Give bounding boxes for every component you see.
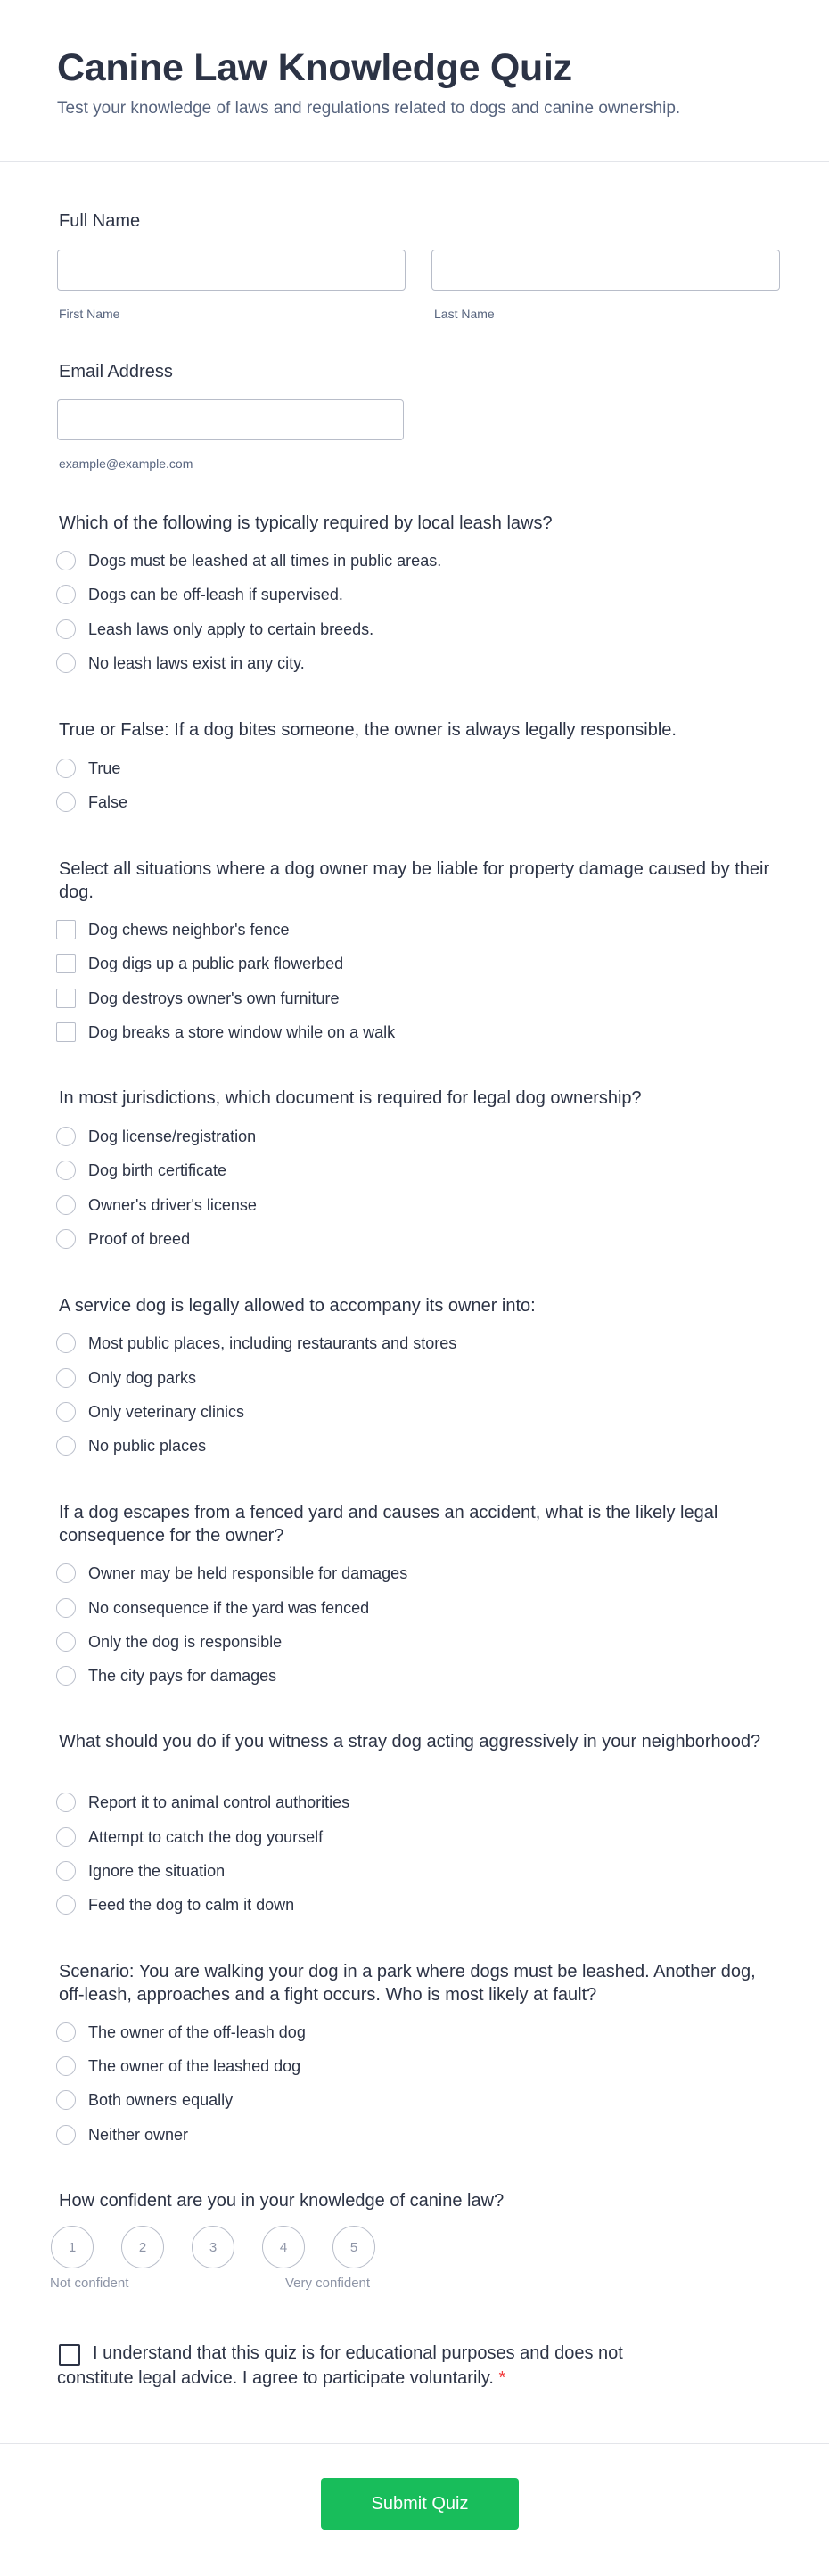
first-name-input[interactable] — [57, 250, 406, 291]
question-1-option-3[interactable]: Leash laws only apply to certain breeds. — [56, 618, 373, 641]
email-label: Email Address — [59, 362, 173, 381]
question-6-option-2[interactable]: No consequence if the yard was fenced — [56, 1596, 369, 1620]
question-4-option-4[interactable]: Proof of breed — [56, 1227, 190, 1251]
email-input[interactable] — [57, 399, 404, 440]
question-3-option-1[interactable]: Dog chews neighbor's fence — [56, 918, 290, 941]
radio-button[interactable] — [56, 1563, 76, 1583]
footer-divider — [0, 2443, 829, 2444]
radio-button[interactable] — [56, 1368, 76, 1388]
question-3-option-2[interactable]: Dog digs up a public park flowerbed — [56, 952, 343, 975]
scale-option-3[interactable]: 3 — [192, 2226, 234, 2268]
radio-button[interactable] — [56, 1895, 76, 1915]
question-5-option-4[interactable]: No public places — [56, 1434, 206, 1457]
question-8: Scenario: You are walking your dog in a park where dogs must be leashed. Another dog, off-leash, approaches and a fight occurs. Who is most likely at fault? — [59, 1962, 756, 2005]
scale-low-label: Not confident — [50, 2276, 129, 2291]
question-5-option-2[interactable]: Only dog parks — [56, 1366, 196, 1390]
question-8-option-4[interactable]: Neither owner — [56, 2123, 188, 2146]
question-1-option-1[interactable]: Dogs must be leashed at all times in public areas. — [56, 549, 441, 572]
question-4-option-2[interactable]: Dog birth certificate — [56, 1159, 226, 1182]
question-4: In most jurisdictions, which document is required for legal dog ownership? — [59, 1088, 642, 1108]
question-4-option-1[interactable]: Dog license/registration — [56, 1125, 256, 1148]
radio-button[interactable] — [56, 653, 76, 673]
question-7-option-3[interactable]: Ignore the situation — [56, 1859, 225, 1883]
radio-button[interactable] — [56, 792, 76, 812]
question-3-option-4[interactable]: Dog breaks a store window while on a walk — [56, 1021, 395, 1044]
radio-button[interactable] — [56, 1161, 76, 1180]
question-6: If a dog escapes from a fenced yard and causes an accident, what is the likely legal consequence for the owner? — [59, 1503, 718, 1546]
scale-question: How confident are you in your knowledge of canine law? — [59, 2191, 505, 2211]
question-6-option-3[interactable]: Only the dog is responsible — [56, 1630, 282, 1653]
question-3-option-3[interactable]: Dog destroys owner's own furniture — [56, 987, 340, 1010]
radio-button[interactable] — [56, 1632, 76, 1652]
scale-high-label: Very confident — [285, 2276, 371, 2291]
scale-option-5[interactable]: 5 — [332, 2226, 375, 2268]
radio-button[interactable] — [56, 2022, 76, 2042]
radio-button[interactable] — [56, 2056, 76, 2076]
scale-option-2[interactable]: 2 — [121, 2226, 164, 2268]
form-header — [0, 0, 829, 162]
question-7: What should you do if you witness a stray dog acting aggressively in your neighborhood? — [59, 1732, 761, 1752]
checkbox[interactable] — [56, 1022, 76, 1042]
checkbox[interactable] — [56, 920, 76, 939]
radio-button[interactable] — [56, 1598, 76, 1618]
radio-button[interactable] — [56, 1127, 76, 1146]
radio-button[interactable] — [56, 759, 76, 778]
radio-button[interactable] — [56, 619, 76, 639]
question-8-option-2[interactable]: The owner of the leashed dog — [56, 2055, 300, 2078]
radio-button[interactable] — [56, 551, 76, 570]
radio-button[interactable] — [56, 585, 76, 604]
checkbox[interactable] — [56, 989, 76, 1008]
question-6-option-1[interactable]: Owner may be held responsible for damages — [56, 1562, 407, 1585]
question-1-option-2[interactable]: Dogs can be off-leash if supervised. — [56, 583, 343, 606]
radio-button[interactable] — [56, 1195, 76, 1215]
question-2-option-2[interactable]: False — [56, 791, 127, 814]
question-7-option-2[interactable]: Attempt to catch the dog yourself — [56, 1825, 323, 1849]
radio-button[interactable] — [56, 1436, 76, 1456]
question-1-option-4[interactable]: No leash laws exist in any city. — [56, 652, 305, 675]
radio-button[interactable] — [56, 1229, 76, 1249]
question-8-option-1[interactable]: The owner of the off-leash dog — [56, 2021, 306, 2044]
page-title: Canine Law Knowledge Quiz — [57, 46, 572, 89]
question-2-option-1[interactable]: True — [56, 757, 120, 780]
question-5: A service dog is legally allowed to accompany its owner into: — [59, 1296, 536, 1316]
radio-button[interactable] — [56, 1827, 76, 1847]
last-name-input[interactable] — [431, 250, 780, 291]
last-name-sublabel: Last Name — [434, 307, 495, 321]
scale-option-4[interactable]: 4 — [262, 2226, 305, 2268]
radio-button[interactable] — [56, 1402, 76, 1422]
question-3: Select all situations where a dog owner may be liable for property damage caused by their dog. — [59, 859, 770, 902]
question-7-option-4[interactable]: Feed the dog to calm it down — [56, 1893, 294, 1916]
question-4-option-3[interactable]: Owner's driver's license — [56, 1194, 257, 1217]
question-2: True or False: If a dog bites someone, the owner is always legally responsible. — [59, 720, 677, 740]
email-sublabel: example@example.com — [59, 456, 193, 471]
scale-option-1[interactable]: 1 — [51, 2226, 94, 2268]
question-8-option-3[interactable]: Both owners equally — [56, 2088, 233, 2112]
radio-button[interactable] — [56, 1793, 76, 1812]
required-asterisk: * — [498, 2368, 506, 2388]
submit-quiz-button[interactable]: Submit Quiz — [321, 2478, 519, 2530]
radio-button[interactable] — [56, 1666, 76, 1686]
question-5-option-3[interactable]: Only veterinary clinics — [56, 1400, 244, 1423]
first-name-sublabel: First Name — [59, 307, 120, 321]
question-5-option-1[interactable]: Most public places, including restaurants and stores — [56, 1332, 456, 1355]
checkbox[interactable] — [56, 954, 76, 973]
question-1: Which of the following is typically required by local leash laws? — [59, 513, 553, 533]
full-name-label: Full Name — [59, 211, 141, 231]
page-subtitle: Test your knowledge of laws and regulations related to dogs and canine ownership. — [57, 99, 681, 118]
question-7-option-1[interactable]: Report it to animal control authorities — [56, 1791, 349, 1814]
radio-button[interactable] — [56, 1333, 76, 1353]
radio-button[interactable] — [56, 2125, 76, 2145]
radio-button[interactable] — [56, 2090, 76, 2110]
agreement-label: I understand that this quiz is for educational purposes and does not constitute legal advice. I agree to participate voluntarily. * — [57, 2343, 623, 2388]
radio-button[interactable] — [56, 1861, 76, 1881]
question-6-option-4[interactable]: The city pays for damages — [56, 1664, 276, 1687]
